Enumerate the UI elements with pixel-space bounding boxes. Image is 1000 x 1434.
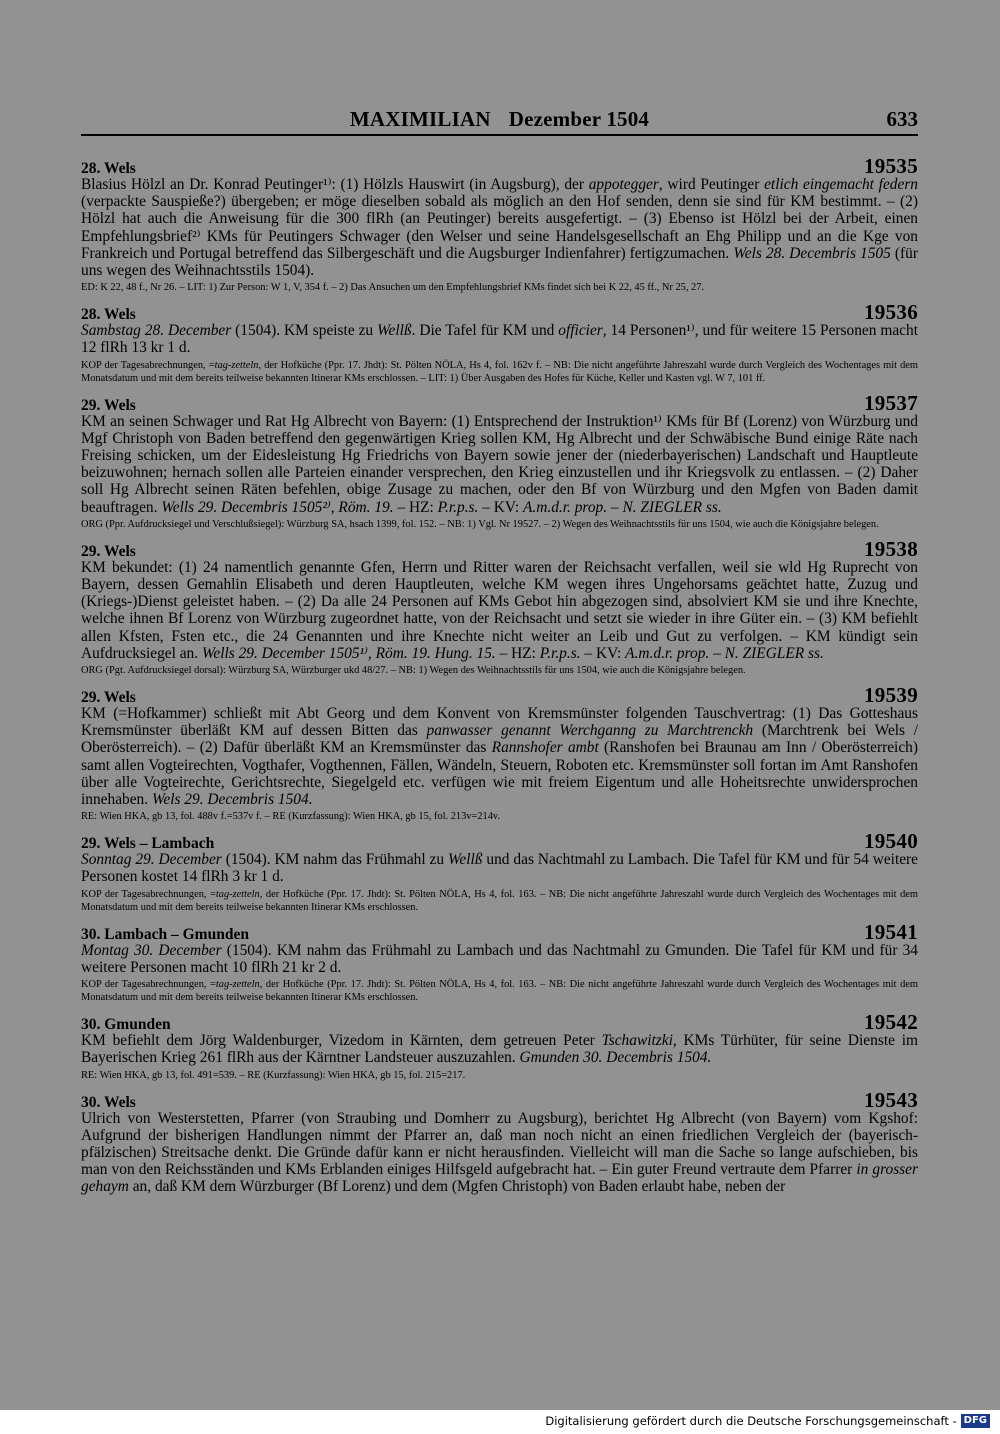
entries-list [81,154,918,1202]
entry-number: 19543 [864,1087,918,1112]
entry-header [81,829,918,854]
entry-header [81,391,918,413]
entry-date-place: 30. Lambach – Gmunden [81,925,249,943]
running-head-title-left: MAXIMILIAN [349,107,491,131]
entry-body: KM befiehlt dem Jörg Waldenburger, Vizedom in Kärnten, dem getreuen Peter Tschawitzki, KMs Türhüter, für seine Dienste im Bayerischen Krieg 261 flRh aus der Kärntner Landsteuer auszuzahlen. Gmunden 30. Decembris 1504. [81,1032,918,1067]
entry-number: 19539 [864,683,918,708]
document-entry [81,154,918,294]
entry-body: KM (=Hofkammer) schließt mit Abt Georg und dem Konvent von Kremsmünster folgenden Tauschvertrag: (1) Das Gotteshaus Kremsmünster überläßt KM auf dessen Bitten das panwasser genannt Werchganng zu Marchtrenckh (Marchtrenk bei Wels / Oberösterreich). – (2) Dafür überläßt KM an Kremsmünster das Rannshofer ambt (Ranshofen bei Braunau am Inn / Oberösterreich) samt allen Vogteirechten, Vogthafer, Vogthennen, Fällen, Wändeln, Steuern, Roboten etc. Kremsmünster soll fortan im Amt Ranshofen über alle Vogteirechte, Gerichtsrechte, Siegelgeld etc. verfügen wie mit freiem Eigentum und alle Hoheitsrechte unwidersprochen innehaben. Wels 29. Decembris 1504. [81,705,919,809]
entry-number: 19540 [864,829,918,854]
entry-number: 19541 [864,919,918,944]
header-rule [81,134,918,136]
entry-source-note: ORG (Pgt. Aufdrucksiegel dorsal): Würzburg SA, Würzburger ukd 48/27. – NB: 1) Wegen des Weihnachtsstils für uns 1504, wie auch die Königsjahre belegen. [81,665,746,677]
entry-body: KM an seinen Schwager und Rat Hg Albrecht von Bayern: (1) Entsprechend der Instruktion¹⁾ KMs für Bf (Lorenz) von Würzburg und Mgf Christoph von Baden betreffend den gegenwärtigen Krieg sollen KM, Hg Albrecht und der Schwäbische Bund einige Räte nach Freising schicken, um der Eidesleistung Hg Friedrichs von Bayern sowie jener der (niederbayerischen) Landschaft und Hauptleute beizuwohnen; hernach sollen alle Parteien einander versprechen, den Krieg einzustellen und ihr Kriegsvolk zu entlassen. – (2) Daher soll Hg Albrecht seinen Räten befehlen, obige Zusage zu machen, oder den Bf von Würzburg und den Mgfen von Baden damit beauftragen. Wells 29. Decembris 1505²⁾, Röm. 19. – HZ: P.r.p.s. – KV: A.m.d.r. prop. – N. ZIEGLER ss. [81,412,918,516]
running-head-title [81,107,918,132]
document-entry [81,683,918,823]
entry-source-note: KOP der Tagesabrechnungen, =tag-zetteln, der Hofküche (Ppr. 17. Jhdt): St. Pölten NÖLA, Hs 4, fol. 163. – NB: Die nicht angeführte Jahreszahl wurde durch Vergleich des Wochentages mit dem Monatsdatum und mit dem bereits teilweise bekannten Itinerar KMs erschlossen. [81,888,918,913]
entry-header [81,1010,918,1035]
entry-header [81,683,918,708]
entry-source-note: RE: Wien HKA, gb 13, fol. 491=539. – RE (Kurzfassung): Wien HKA, gb 15, fol. 215=217. [81,1069,466,1081]
entry-header [81,1088,918,1110]
running-head-title-right: Dezember 1504 [508,107,650,131]
document-entry [81,829,918,913]
entry-source-note: ED: K 22, 48 f., Nr 26. – LIT: 1) Zur Person: W 1, V, 354 f. – 2) Das Ansuchen um den Empfehlungsbrief KMs findet sich bei K 22, 45 ff., Nr 25, 27. [81,282,705,294]
entry-source-note: RE: Wien HKA, gb 13, fol. 488v f.=537v f. – RE (Kurzfassung): Wien HKA, gb 15, fol. 213v=214v. [81,811,501,823]
entry-source-note: KOP der Tagesabrechnungen, =tag-zetteln, der Hofküche (Ppr. 17. Jhdt): St. Pölten NÖLA, Hs 4, fol. 162v f. – NB: Die nicht angeführte Jahreszahl wurde durch Vergleich des Wochentages mit dem Monatsdatum und mit dem bereits teilweise bekannten Itinerar KMs erschlossen. – LIT: 1) Über Ausgaben des Hofes für Küche, Keller und Kasten vgl. W 7, 101 ff. [81,359,919,384]
entry-date-place: 29. Wels [81,542,136,560]
entry-date-place: 29. Wels – Lambach [81,835,215,853]
document-entry [81,300,918,384]
entry-number: 19536 [864,300,918,325]
entry-body: Montag 30. December (1504). KM nahm das Frühmahl zu Lambach und das Nachtmahl zu Gmunden. Die Tafel für KM und für 34 weitere Personen macht 10 flRh 21 kr 2 d. [81,941,918,976]
entry-date-place: 29. Wels [81,396,136,414]
footer-credit [545,1414,990,1428]
entry-body: Blasius Hölzl an Dr. Konrad Peutinger¹⁾: (1) Hölzls Hauswirt (in Augsburg), der appotegger, wird Peutinger etlich eingemacht federn (verpackte Sauspieße?) übergeben; er möge dieselben sobald als möglich an den Hof senden, denn sie sind für KM bestimmt. – (2) Hölzl hat auch die Anweisung für die 300 flRh (an Peutinger) bereits ausgefertigt. – (3) Ebenso ist Hölzl bei der Arbeit, einen Empfehlungsbrief²⁾ KMs für Peutingers Schwager (den Welser und seine Handelsgesellschaft an Ehg Philipp und an die Kge von Frankreich und Portugal betreffend das Silbergeschäft und die Augsburger Indienfahrer) fertigzumachen. Wels 28. Decembris 1505 (für uns wegen des Weihnachtsstils 1504). [81,176,919,280]
document-entry [81,537,918,677]
document-entry [81,920,918,1004]
footer-credit-text: Digitalisierung gefördert durch die Deutsche Forschungsgemeinschaft - [545,1414,957,1428]
entry-header [81,300,918,325]
entry-header [81,154,918,176]
entry-date-place: 29. Wels [81,689,136,707]
entry-header [81,920,918,942]
entry-date-place: 28. Wels [81,160,136,177]
entry-date-place: 30. Wels [81,1093,136,1111]
document-entry [81,391,918,531]
entry-body: Sonntag 29. December (1504). KM nahm das Frühmahl zu Wellß und das Nachtmahl zu Lambach. Die Tafel für KM und für 54 weitere Personen kostet 14 flRh 3 kr 1 d. [81,851,919,886]
entry-number: 19535 [864,154,918,178]
entry-header [81,537,918,559]
entry-number: 19537 [864,390,918,415]
document-entry [81,1010,918,1081]
document-entry [81,1088,918,1196]
entry-number: 19542 [864,1010,918,1035]
entry-date-place: 30. Gmunden [81,1016,171,1034]
dfg-logo: DFG [961,1414,990,1428]
entry-source-note: KOP der Tagesabrechnungen, =tag-zetteln, der Hofküche (Ppr. 17. Jhdt): St. Pölten NÖLA, Hs 4, fol. 163. – NB: Die nicht angeführte Jahreszahl wurde durch Vergleich des Wochentages mit dem Monatsdatum und mit dem bereits teilweise bekannten Itinerar KMs erschlossen. [81,979,918,1004]
entry-body: KM bekundet: (1) 24 namentlich genannte Gfen, Herrn und Ritter waren der Reichsacht verfallen, weil sie wld Hg Ruprecht von Bayern, dessen Gemahlin Elisabeth und deren Hauptleuten, welche KM wegen ihres Ungehorsams geächtet hatte, Zuzug und (Kriegs-)Dienst geleistet haben. – (2) Da alle 24 Personen auf KMs Gebot hin abgezogen sind, absolviert KM sie und ihre Knechte, welche ihnen Bf Lorenz von Würzburg zugeordnet hatte, von der Reichsacht und setzt sie wieder in ihre Güter ein. – (3) KM befiehlt allen Kfsten, Fsten etc., die 24 Genannten und ihre Knechte nicht weiter an Leib und Gut zu verfolgen. – KM kündigt sein Aufdrucksiegel an. Wells 29. December 1505¹⁾, Röm. 19. Hung. 15. – HZ: P.r.p.s. – KV: A.m.d.r. prop. – N. ZIEGLER ss. [81,558,918,662]
entry-body: Ulrich von Westerstetten, Pfarrer (von Straubing und Domherr zu Augsburg), berichtet Hg Albrecht (von Bayern) vom Kgshof: Aufgrund der bisherigen Handlungen nimmt der Pfarrer an, daß man noch nicht an einen friedlichen Vergleich der (bayerisch-pfälzischen) Streitsache denkt. Die Gründe dafür kann er nicht herausfinden. Vielleicht will man die Sache so lange aufschieben, bis man von den Reichsständen und KMs Erblanden einiges Hilfsgeld aufgebracht hat. – Ein guter Freund vertraute dem Pfarrer in grosser gehaym an, daß KM dem Würzburger (Bf Lorenz) und dem (Mgfen Christoph) von Baden erlaubt habe, neben der [81,1109,918,1196]
running-head [81,107,918,137]
entry-body: Sambstag 28. December (1504). KM speiste zu Wellß. Die Tafel für KM und officier, 14 Personen¹⁾, und für weitere 15 Personen macht 12 flRh 13 kr 1 d. [81,322,918,357]
entry-source-note: ORG (Ppr. Aufdrucksiegel und Verschlußsiegel): Würzburg SA, hsach 1399, fol. 152. – NB: 1) Vgl. Nr 19527. – 2) Wegen des Weihnachtsstils für uns 1504, wie auch die Königsjahre belegen. [81,518,879,530]
page-number: 633 [886,107,918,131]
entry-number: 19538 [864,536,918,561]
entry-date-place: 28. Wels [81,306,136,324]
